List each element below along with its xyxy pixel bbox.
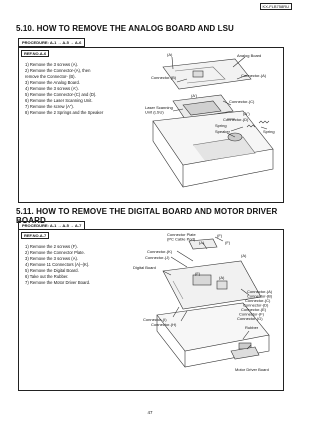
steps-list-a7 [25,244,90,286]
label-connector-d: Connector-(D) [243,302,269,308]
step-item: remove the Connector- (B). [25,74,76,79]
ref-box-a6 [18,47,284,203]
step-item: 2) Remove the Connector-(A), then [25,68,91,73]
step-item: 6) Take out the Rubber. [25,274,69,279]
label-motor-driver-board: Motor Driver Board [235,367,269,372]
label-connector-b: Connector-(B) [151,75,177,80]
label-screw-a-prime: (A') [191,93,198,98]
step-item: 3) Remove the Analog Board. [25,80,80,85]
label-connector-e: Connector-(E) [241,307,267,312]
label-digital-board: Digital Board [133,265,156,270]
label-spring-right: Spring [263,129,275,134]
step-item: 1) Remove the 2 screws (F). [25,244,78,249]
label-spring-left: Spring [215,123,227,128]
ref-label-a6: REF.NO.A-6 [21,50,49,57]
diagram-analog-board-lsu [123,49,281,201]
label-connector-b: Connector-(B) [247,293,273,299]
label-rubber: Rubber [245,325,259,330]
label-connector-i: Connector-(I) [143,317,167,322]
label-connector-c: Connector-(C) [229,99,255,104]
label-screw-f-mid: (F) [195,271,201,276]
label-screw-a-top: (A) [199,240,205,245]
label-lsu-line2: Unit (LSU) [145,109,164,115]
label-connector-c: Connector-(C) [245,298,271,303]
section-title-a7: 5.11. HOW TO REMOVE THE DIGITAL BOARD AND MOTOR DRIVER BOARD [16,207,278,225]
label-connector-g: Connector-(G) [237,316,263,321]
label-screw-a: (A) [167,52,173,57]
model-number: KX-FLB758RU [260,3,292,10]
step-item: 7) Remove the screw (A"). [25,104,74,109]
step-item: 5) Remove the Digital Board. [25,268,79,273]
step-item: 7) Remove the Motor Driver Board. [25,280,91,285]
label-screw-a-lower: (A) [219,275,225,280]
label-screw-f-side: (F) [225,240,231,245]
label-connector-plate-1: Connector Plate [167,232,196,237]
label-lsu-line1: Laser Scanning [145,105,173,110]
label-connector-f: Connector-(F) [239,311,264,317]
label-screw-a-mid: (A) [241,253,247,258]
label-connector-a: Connector-(A) [241,73,267,78]
label-analog-board: Analog Board [237,53,262,58]
step-item: 2) Remove the Connector Plate. [25,250,85,255]
step-item: 6) Remove the Laser Scanning Unit. [25,98,93,103]
procedure-box-a6: PROCEDURE: A-1 → A-5 → A-6 [18,38,85,47]
step-item: 4) Remove 11 Connectors (A)–(K). [25,262,90,267]
label-connector-j: Connector-(J) [145,255,170,260]
steps-list-a6 [25,62,103,116]
label-connector-d: Connector-(D) [223,117,249,122]
label-connector-plate-2: (PC Cable Port) [167,236,196,242]
step-item: 4) Remove the 3 screws (A'). [25,86,79,91]
diagram-digital-board-motor-driver [123,231,281,388]
label-speaker: Speaker [215,129,230,134]
section-title-a6: 5.10. HOW TO REMOVE THE ANALOG BOARD AND LSU [16,24,234,33]
step-item: 5) Remove the Connector-(C) and (D). [25,92,97,97]
procedure-box-a7: PROCEDURE: A-1 → A-5 → A-7 [18,221,85,230]
step-item: 8) Remove the 2 Springs and the Speaker [25,110,104,115]
page-number: 47 [147,410,153,415]
label-connector-k: Connector-(K) [147,249,173,254]
ref-label-a7: REF.NO.A-7 [21,232,49,239]
ref-box-a7 [18,229,284,391]
label-connector-h: Connector-(H) [151,322,177,327]
step-item: 3) Remove the 3 screws (A). [25,256,79,261]
step-item: 1) Remove the 3 screws (A). [25,62,79,67]
label-connector-a: Connector-(A) [247,289,273,294]
label-screw-a-dprime: (A") [243,111,250,116]
label-screw-f-top: (F) [217,233,223,238]
